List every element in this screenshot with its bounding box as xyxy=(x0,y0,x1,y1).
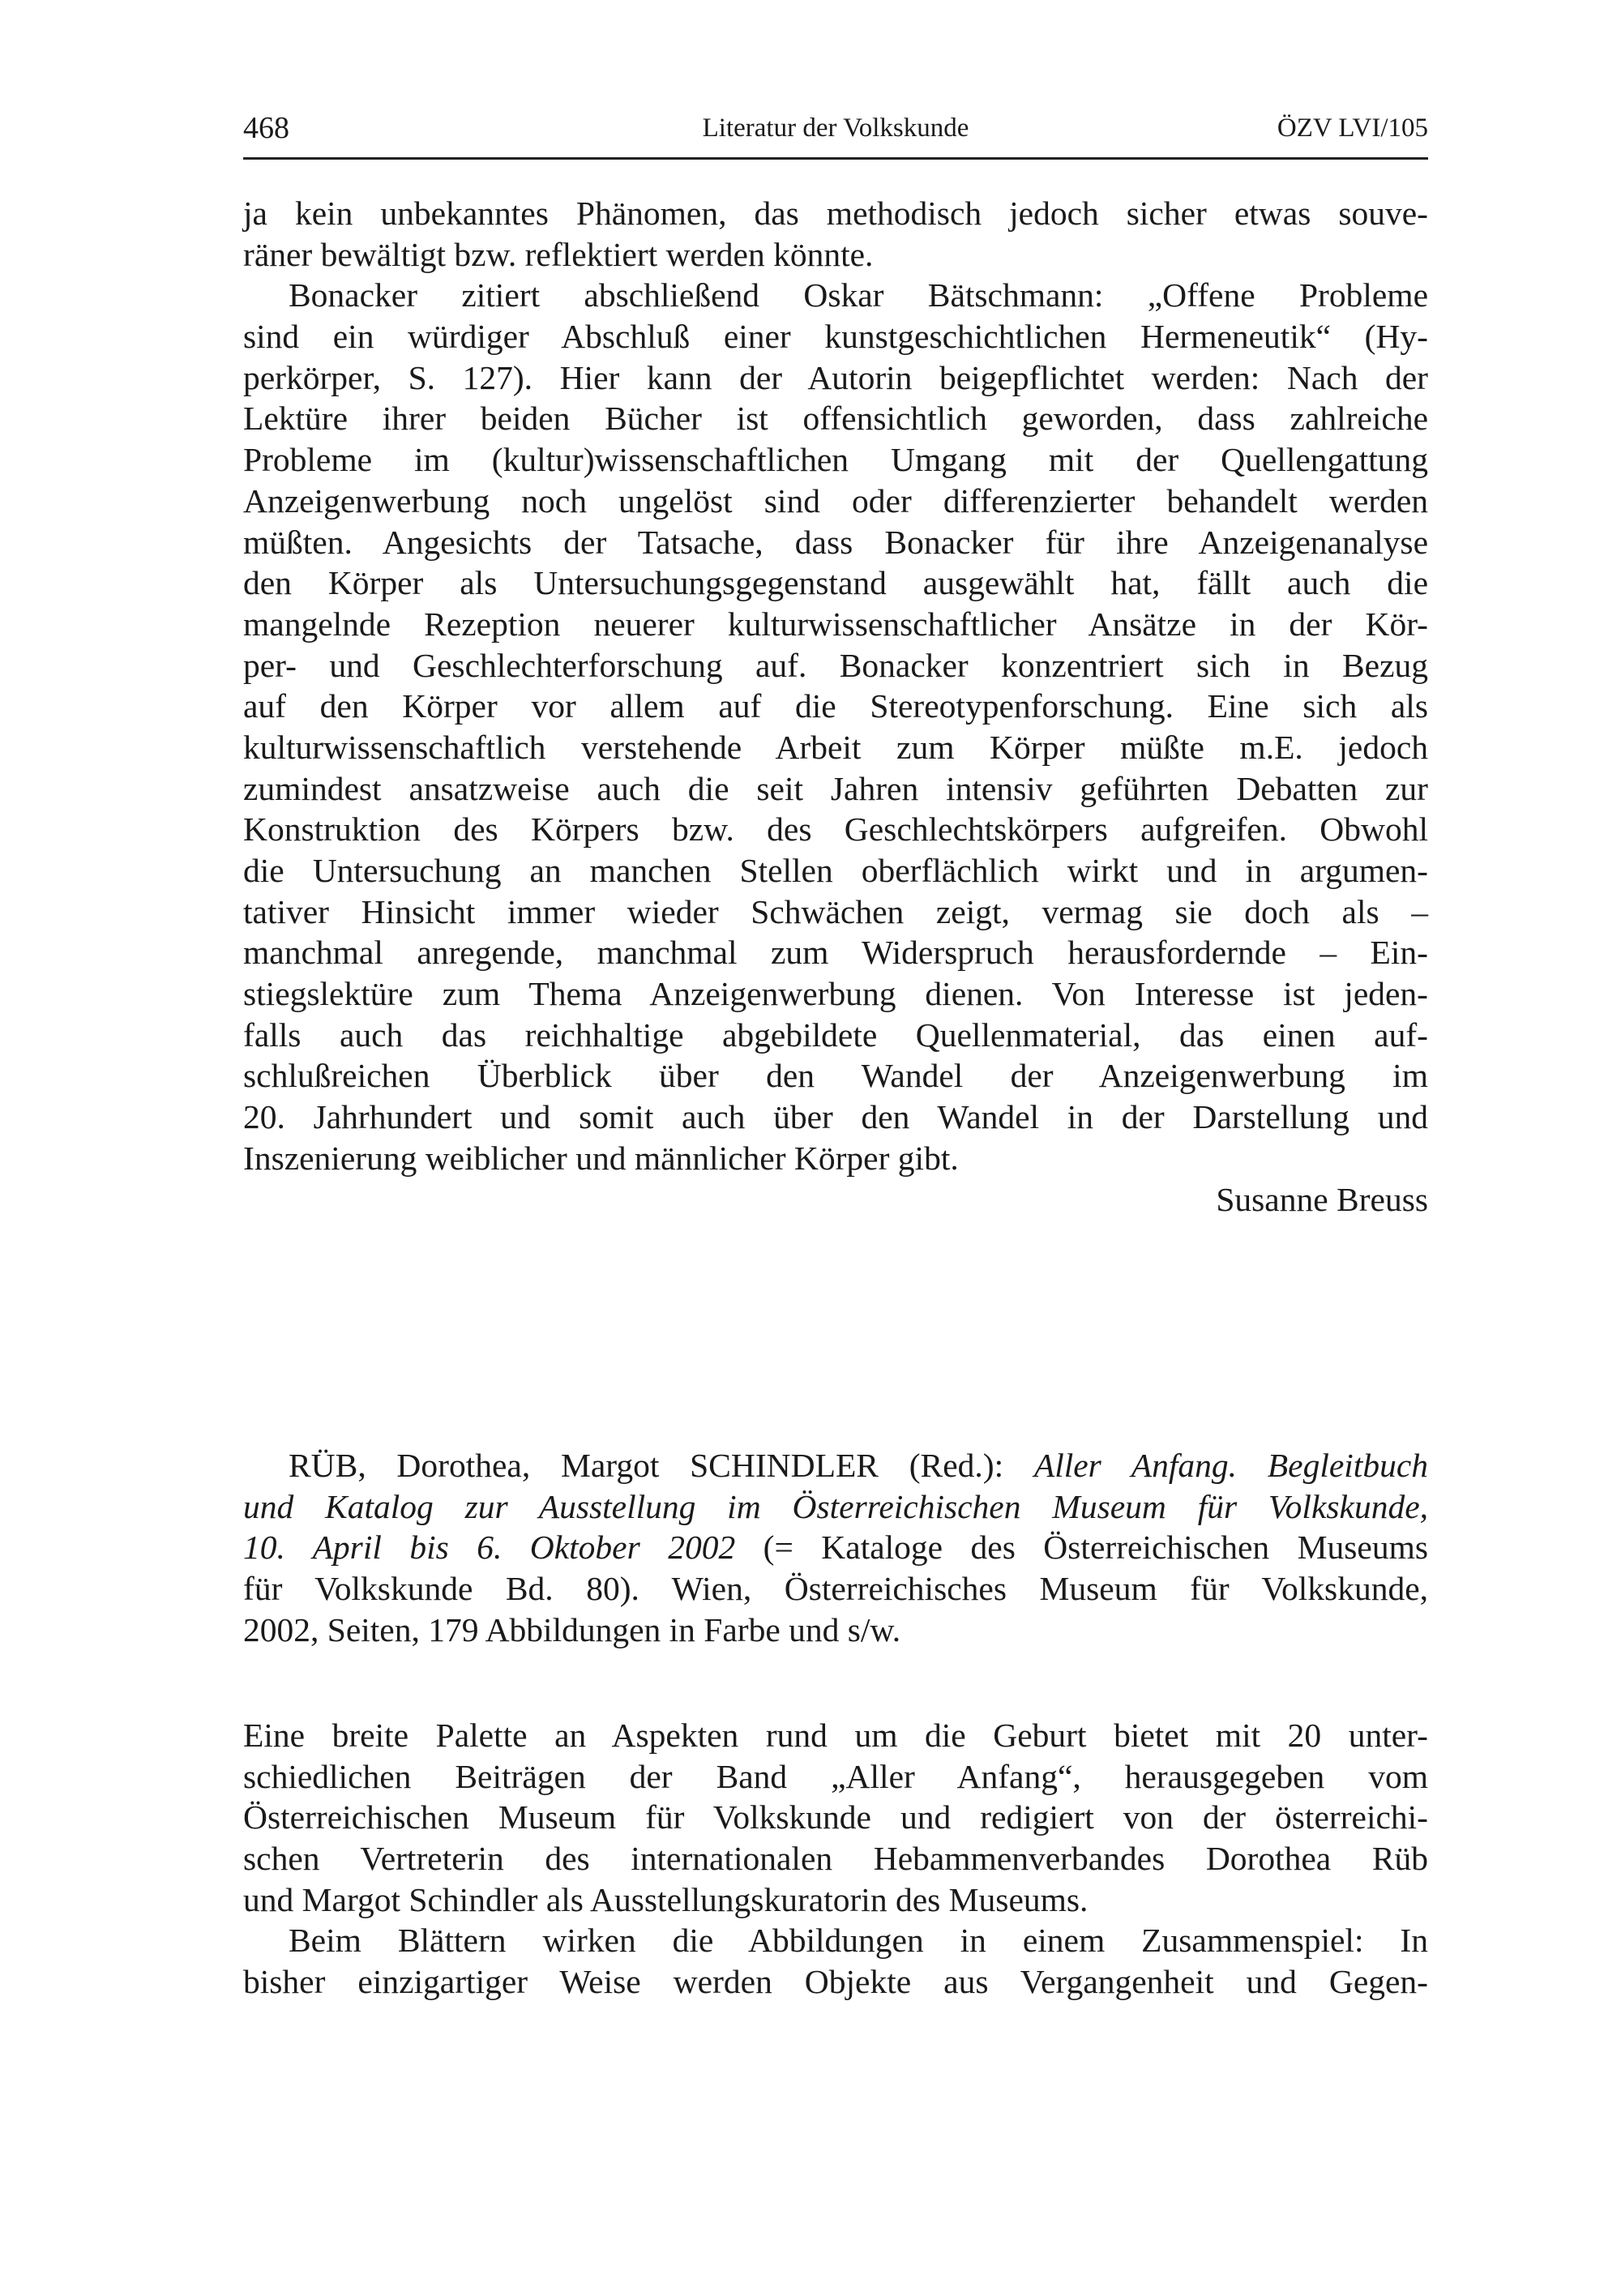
text-line: bisher einzigartiger Weise werden Objekte aus Vergangenheit und Gegen- xyxy=(243,1963,1428,2001)
citation-line: für Volkskunde Bd. 80). Wien, Österreichisches Museum für Volkskunde, xyxy=(243,1570,1428,1608)
citation-series: (= Kataloge des Österreichischen Museums xyxy=(735,1529,1428,1567)
text-line: Beim Blättern wirken die Abbildungen in einem Zusammenspiel: In xyxy=(289,1922,1428,1960)
text-line: Lektüre ihrer beiden Bücher ist offensichtlich geworden, dass zahlreiche xyxy=(243,400,1428,438)
text-line: und Margot Schindler als Ausstellungskuratorin des Museums. xyxy=(243,1880,1089,1918)
text-line: mangelnde Rezeption neuerer kulturwissenschaftlicher Ansätze in der Kör- xyxy=(243,605,1428,643)
text-line: müßten. Angesichts der Tatsache, dass Bonacker für ihre Anzeigenanalyse xyxy=(243,523,1428,561)
text-line: per- und Geschlechterforschung auf. Bonacker konzentriert sich in Bezug xyxy=(243,646,1428,684)
text-line: perkörper, S. 127). Hier kann der Autorin beigepflichtet werden: Nach der xyxy=(243,358,1428,396)
text-line: 20. Jahrhundert und somit auch über den Wandel in der Darstellung und xyxy=(243,1098,1428,1136)
citation-title: 10. April bis 6. Oktober 2002 xyxy=(243,1529,736,1567)
citation-line: 2002, Seiten, 179 Abbildungen in Farbe und s/w. xyxy=(243,1610,901,1648)
text-line: Anzeigenwerbung noch ungelöst sind oder differenzierter behandelt werden xyxy=(243,481,1428,519)
citation-line xyxy=(243,1445,1428,1486)
review-body xyxy=(243,1715,1428,2003)
text-line: den Körper als Untersuchungsgegenstand ausgewählt hat, fällt auch die xyxy=(243,564,1428,602)
reviewer-signature: Susanne Breuss xyxy=(1216,1180,1428,1218)
running-head xyxy=(243,110,1428,151)
citation-title: Aller Anfang. Begleitbuch xyxy=(1033,1447,1428,1484)
citation-title: und Katalog zur Ausstellung im Österreichischen Museum für Volkskunde, xyxy=(243,1487,1428,1525)
citation-line xyxy=(243,1486,1428,1528)
review-continuation xyxy=(243,193,1428,1220)
text-line: Konstruktion des Körpers bzw. des Geschlechtskörpers aufgreifen. Obwohl xyxy=(243,810,1428,849)
text-line: stiegslektüre zum Thema Anzeigenwerbung dienen. Von Interesse ist jeden- xyxy=(243,975,1428,1013)
section-title: Literatur der Volkskunde xyxy=(702,113,969,143)
text-line: schlußreichen Überblick über den Wandel der Anzeigenwerbung im xyxy=(243,1057,1428,1095)
citation-authors: RÜB, Dorothea, Margot SCHINDLER (Red.): xyxy=(289,1447,1034,1484)
text-line: Eine breite Palette an Aspekten rund um die Geburt bietet mit 20 unter- xyxy=(243,1717,1428,1754)
text-line: manchmal anregende, manchmal zum Widerspruch herausfordernde – Ein- xyxy=(243,934,1428,972)
volume-label: ÖZV LVI/105 xyxy=(1277,113,1428,143)
text-line: ja kein unbekanntes Phänomen, das methodisch jedoch sicher etwas souve- xyxy=(243,195,1428,232)
text-line: tativer Hinsicht immer wieder Schwächen zeigt, vermag sie doch als – xyxy=(243,892,1428,930)
text-line: räner bewältigt bzw. reflektiert werden könnte. xyxy=(243,235,874,273)
citation-line xyxy=(243,1527,1428,1568)
text-line: sind ein würdiger Abschluß einer kunstgeschichtlichen Hermeneutik“ (Hy- xyxy=(243,318,1428,356)
text-line: kulturwissenschaftlich verstehende Arbeit zum Körper müßte m.E. jedoch xyxy=(243,728,1428,766)
page-number: 468 xyxy=(243,111,289,145)
text-line: schiedlichen Beiträgen der Band „Aller Anfang“, herausgegeben vom xyxy=(243,1757,1428,1795)
text-line: Inszenierung weiblicher und männlicher Körper gibt. xyxy=(243,1139,959,1177)
text-line: schen Vertreterin des internationalen Hebammenverbandes Dorothea Rüb xyxy=(243,1840,1428,1878)
text-line: auf den Körper vor allem auf die Stereotypenforschung. Eine sich als xyxy=(243,687,1428,725)
text-line: Österreichischen Museum für Volkskunde und redigiert von der österreichi- xyxy=(243,1798,1428,1836)
text-line: falls auch das reichhaltige abgebildete Quellenmaterial, das einen auf- xyxy=(243,1015,1428,1054)
bibliographic-citation xyxy=(243,1445,1428,1650)
text-line: die Untersuchung an manchen Stellen oberflächlich wirkt und in argumen- xyxy=(243,852,1428,889)
text-line: Bonacker zitiert abschließend Oskar Bätschmann: „Offene Probleme xyxy=(289,276,1428,314)
text-line: Probleme im (kultur)wissenschaftlichen Umgang mit der Quellengattung xyxy=(243,441,1428,479)
header-rule xyxy=(243,157,1428,160)
text-line: zumindest ansatzweise auch die seit Jahren intensiv geführten Debatten zur xyxy=(243,769,1428,807)
